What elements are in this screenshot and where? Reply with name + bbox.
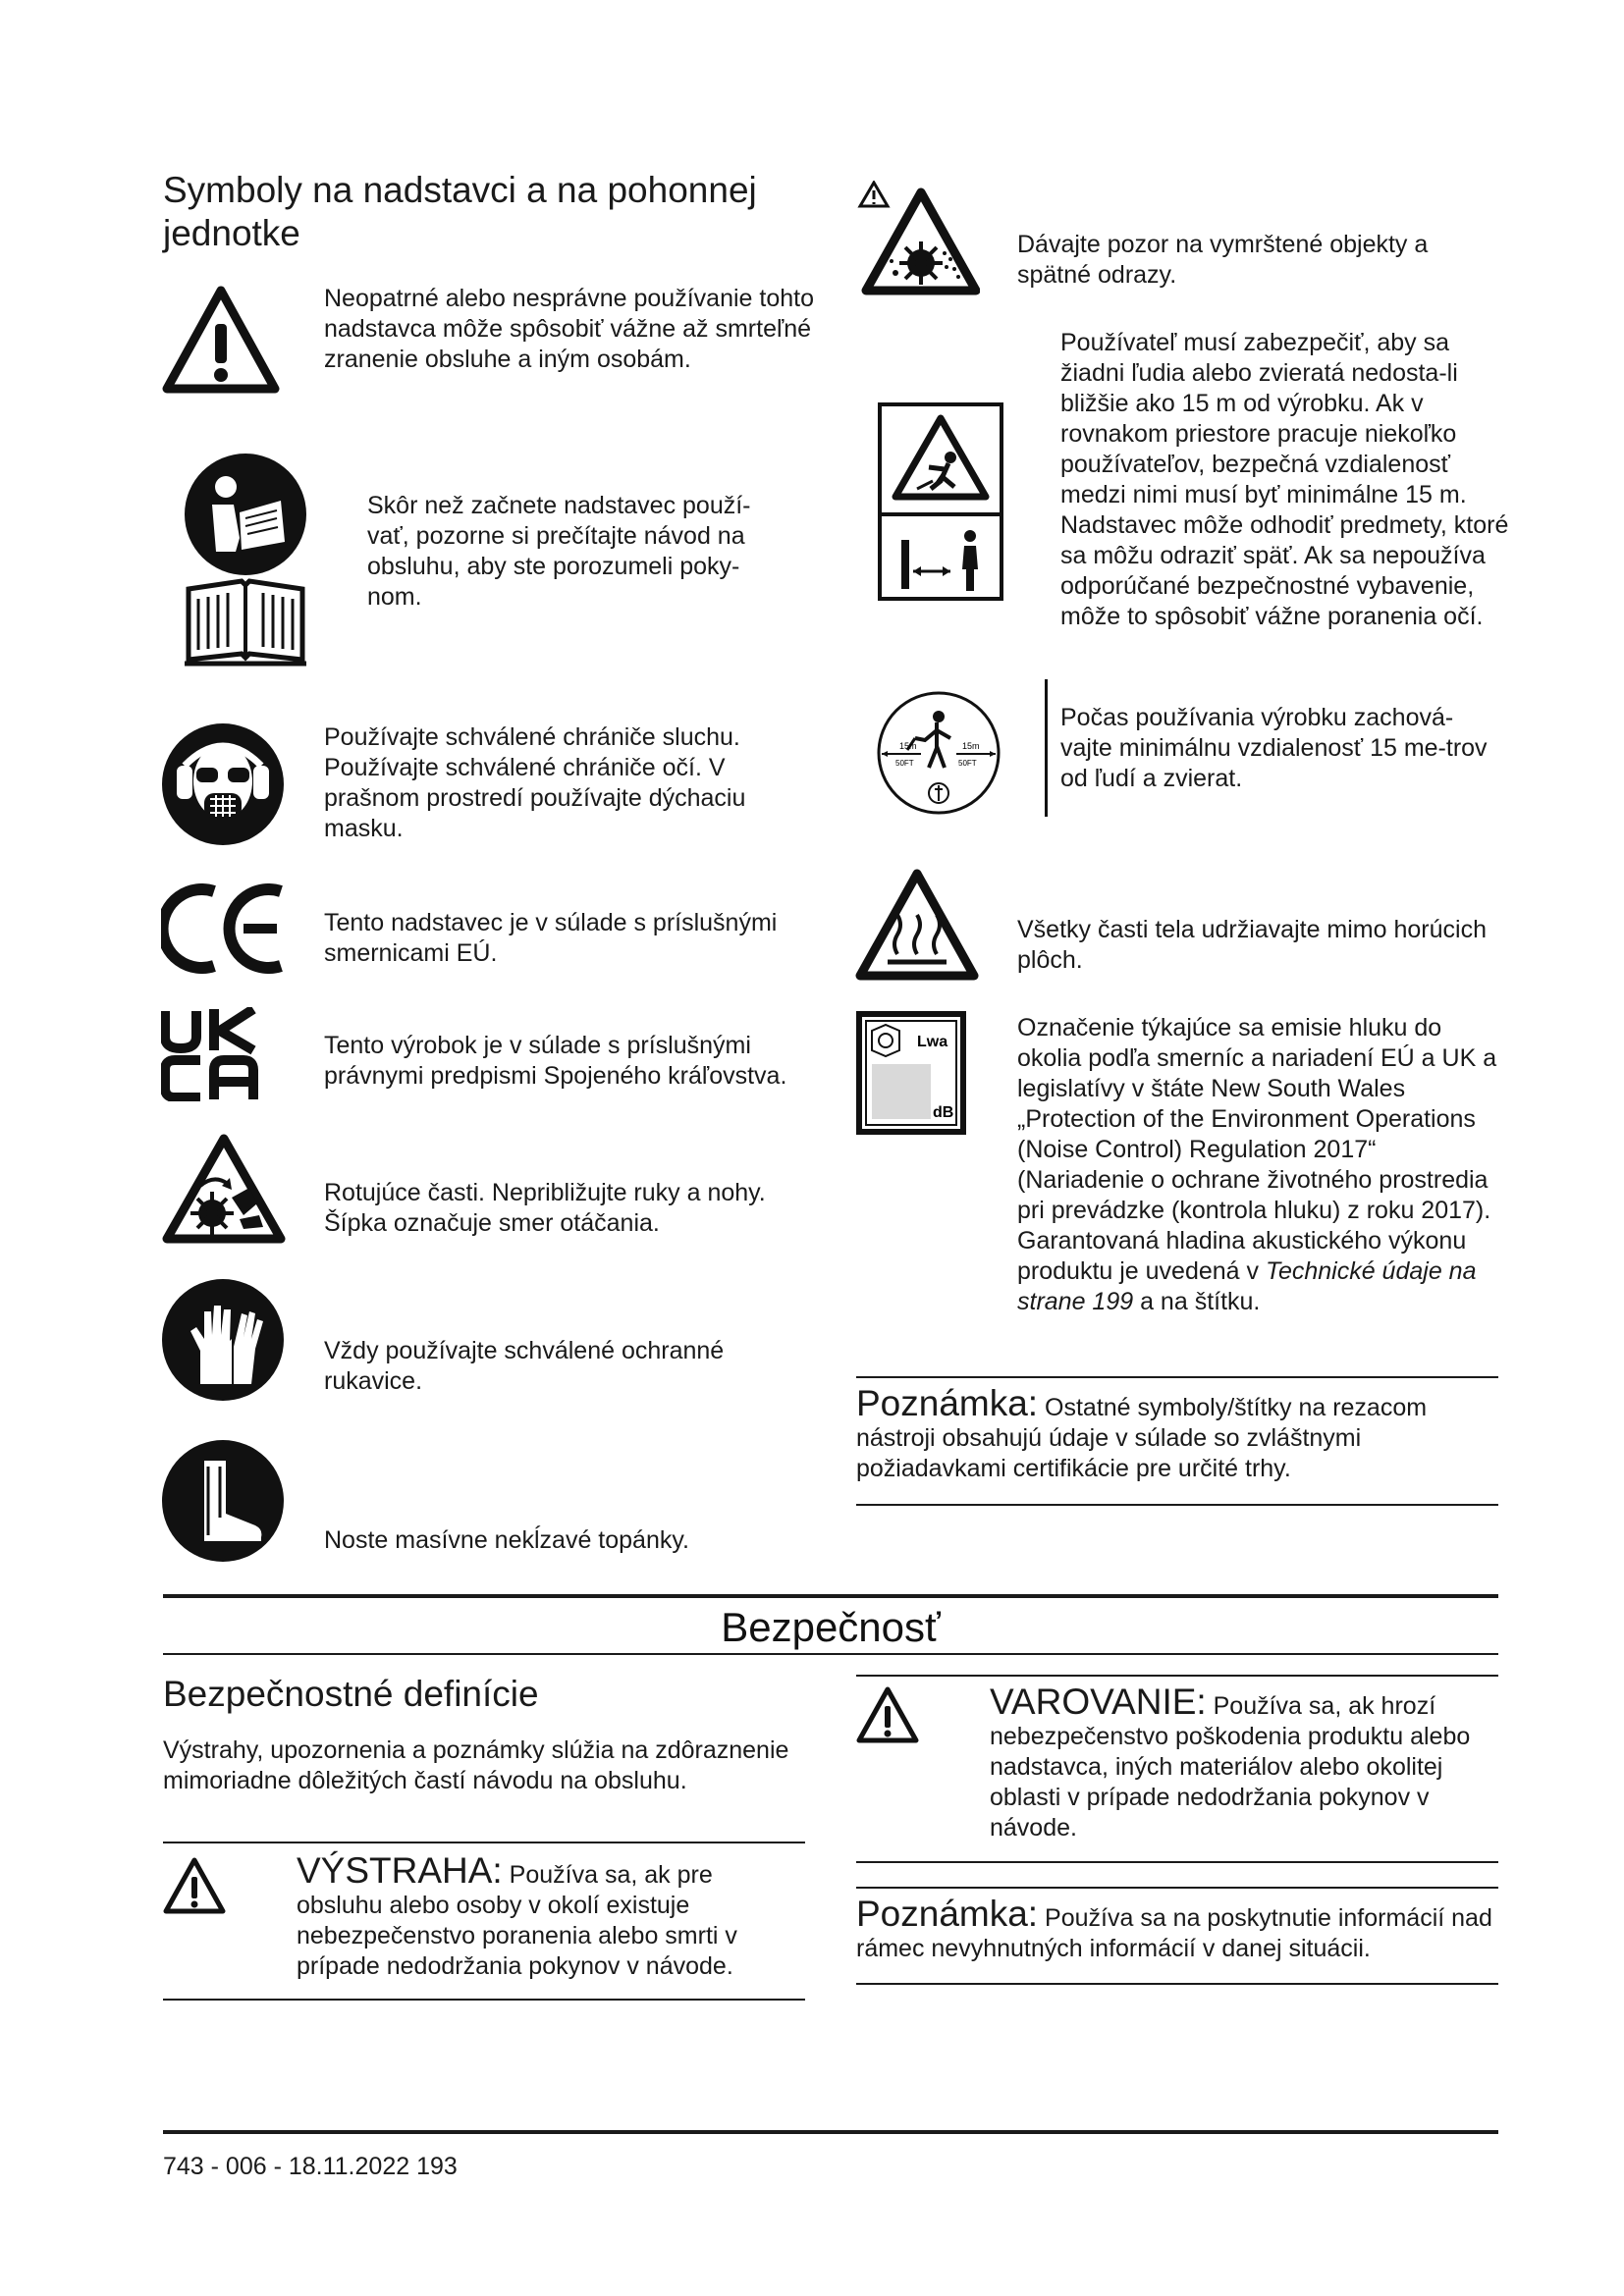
distance-left-label: 15m xyxy=(899,741,917,751)
warning-triangle-icon xyxy=(161,285,281,395)
note-bottom-text: Používa sa na poskytnutie informácií nad rámec nevyhnutných informácií v danej situácii. xyxy=(856,1904,1492,1962)
note-bottom xyxy=(856,1894,1494,1964)
note-rule-bottom xyxy=(856,1504,1498,1506)
safety-distance-sign-icon xyxy=(878,402,1003,601)
symbol-text: Neopatrné alebo nesprávne používanie tohto nadstavca môže spôsobiť vážne až smrteľné zranenie obsluhe a iným osobám. xyxy=(324,285,814,373)
noise-text-end: a na štítku. xyxy=(1133,1288,1261,1315)
warning-rule-top xyxy=(163,1842,805,1843)
read-manual-icon xyxy=(183,454,310,673)
ce-mark-icon xyxy=(161,883,289,974)
vertical-divider xyxy=(1045,679,1048,817)
note-rule-top xyxy=(856,1376,1498,1378)
definitions-heading: Bezpečnostné definície xyxy=(163,1674,539,1714)
note-top-text: Ostatné symboly/štítky na rezacom nástroji obsahujú údaje v súlade so zvláštnymi požiadavkami certifikácie pre určité trhy. xyxy=(856,1394,1428,1482)
db-label: dB xyxy=(933,1104,954,1121)
symbol-text: Rotujúce časti. Nepribližujte ruky a nohy. Šípka označuje smer otáčania. xyxy=(324,1179,766,1237)
distance-15m-icon xyxy=(876,691,1001,815)
symbol-text: Tento nadstavec je v súlade s príslušnými smernicami EÚ. xyxy=(324,909,778,967)
symbol-text: Používajte schválené chrániče sluchu. Používajte schválené chrániče očí. V prašnom prostredí používajte dýchaciu masku. xyxy=(324,723,746,842)
symbol-text: Noste masívne nekĺzavé topánky. xyxy=(324,1526,689,1554)
caution-label: VAROVANIE: xyxy=(990,1682,1207,1722)
distance-right-ft-label: 50FT xyxy=(958,759,977,768)
note-bottom-rule-bottom xyxy=(856,1983,1498,1985)
section-rule-top xyxy=(163,1594,1498,1598)
boots-icon xyxy=(161,1439,285,1563)
ukca-mark-icon xyxy=(161,1007,259,1101)
caution-block xyxy=(990,1682,1500,1843)
note-top-label: Poznámka: xyxy=(856,1383,1039,1423)
warning-icon xyxy=(163,1857,226,1914)
symbols-heading: Symboly na nadstavci a na pohonnej jednotke xyxy=(163,170,757,253)
noise-text-link[interactable]: Technické údaje na strane 199 xyxy=(1017,1257,1477,1315)
note-bottom-rule-top xyxy=(856,1887,1498,1889)
warning-rule-bottom xyxy=(163,1999,805,2001)
symbol-text: Všetky časti tela udržiavajte mimo horúcich plôch. xyxy=(1017,916,1487,974)
distance-left-ft-label: 50FT xyxy=(895,759,914,768)
symbol-text: Používateľ musí zabezpečiť, aby sa žiadni ľudia alebo zvieratá nedosta-li bližšie ako 15 m od výrobku. Ak v rovnakom priestore pracuje niekoľko používateľov, bezpečná vzdialenosť medzi nimi musí byť minimálne 15 m. Nadstavec môže odhodiť predmety, ktoré sa môžu odraziť späť. Ak sa nepoužíva odporúčané bezpečnostné vybavenie, môže to spôsobiť vážne poranenia očí. xyxy=(1060,329,1509,630)
symbol-text: Tento výrobok je v súlade s príslušnými právnymi predpismi Spojeného kráľovstva. xyxy=(324,1032,787,1090)
symbol-text: Vždy používajte schválené ochranné rukavice. xyxy=(324,1337,725,1395)
noise-text-main: Označenie týkajúce sa emisie hluku do okolia podľa smerníc a nariadení EÚ a UK a legislatívy v štáte New South Wales „Protection of the Environment Operations (Noise Control) Regulation 2017“ (Nariadenie o ochrane životného prostredia pri prevádzke (kontrola hluku) z roku 2017). Garantovaná hladina akustického výkonu produktu je uvedená v xyxy=(1017,1014,1497,1285)
warning-text: Používa sa, ak pre obsluhu alebo osoby v okolí existuje nebezpečenstvo poranenia alebo smrti v prípade nedodržania pokynov v návode. xyxy=(297,1861,737,1980)
hot-surface-icon xyxy=(854,868,980,982)
definitions-intro: Výstrahy, upozornenia a poznámky slúžia na zdôraznenie mimoriadne dôležitých častí návodu na obsluhu. xyxy=(163,1736,789,1794)
symbol-text: Skôr než začnete nadstavec použí-vať, pozorne si prečítajte návod na obsluhu, aby ste porozumeli poky-nom. xyxy=(367,492,751,611)
distance-right-label: 15m xyxy=(962,741,980,751)
gloves-icon xyxy=(161,1278,285,1402)
noise-text xyxy=(1017,1013,1498,1317)
protective-equipment-icon xyxy=(161,722,285,846)
rotating-parts-icon xyxy=(161,1133,287,1245)
noise-label-icon xyxy=(856,1011,966,1135)
symbol-text: Počas používania výrobku zachová-vajte minimálnu vzdialenosť 15 me-trov od ľudí a zvierat. xyxy=(1060,704,1488,792)
section-rule-bottom xyxy=(163,1653,1498,1655)
note-bottom-label: Poznámka: xyxy=(856,1894,1039,1934)
footer-rule xyxy=(163,2130,1498,2134)
caution-rule-bottom xyxy=(856,1861,1498,1863)
caution-icon xyxy=(856,1686,919,1743)
thrown-objects-icon xyxy=(856,181,980,296)
warning-label: VÝSTRAHA: xyxy=(297,1850,503,1891)
section-title: Bezpečnosť xyxy=(721,1604,941,1650)
caution-rule-top xyxy=(856,1675,1498,1677)
note-top xyxy=(856,1383,1494,1484)
lwa-label: Lwa xyxy=(917,1034,948,1050)
footer-page-info: 743 - 006 - 18.11.2022 193 xyxy=(163,2153,458,2180)
warning-block xyxy=(297,1850,787,1982)
caution-text: Používa sa, ak hrozí nebezpečenstvo poškodenia produktu alebo nadstavca, iných materiálov alebo okolitej oblasti v prípade nedodržania pokynov v návode. xyxy=(990,1692,1471,1842)
symbol-text: Dávajte pozor na vymrštené objekty a spätné odrazy. xyxy=(1017,231,1429,289)
